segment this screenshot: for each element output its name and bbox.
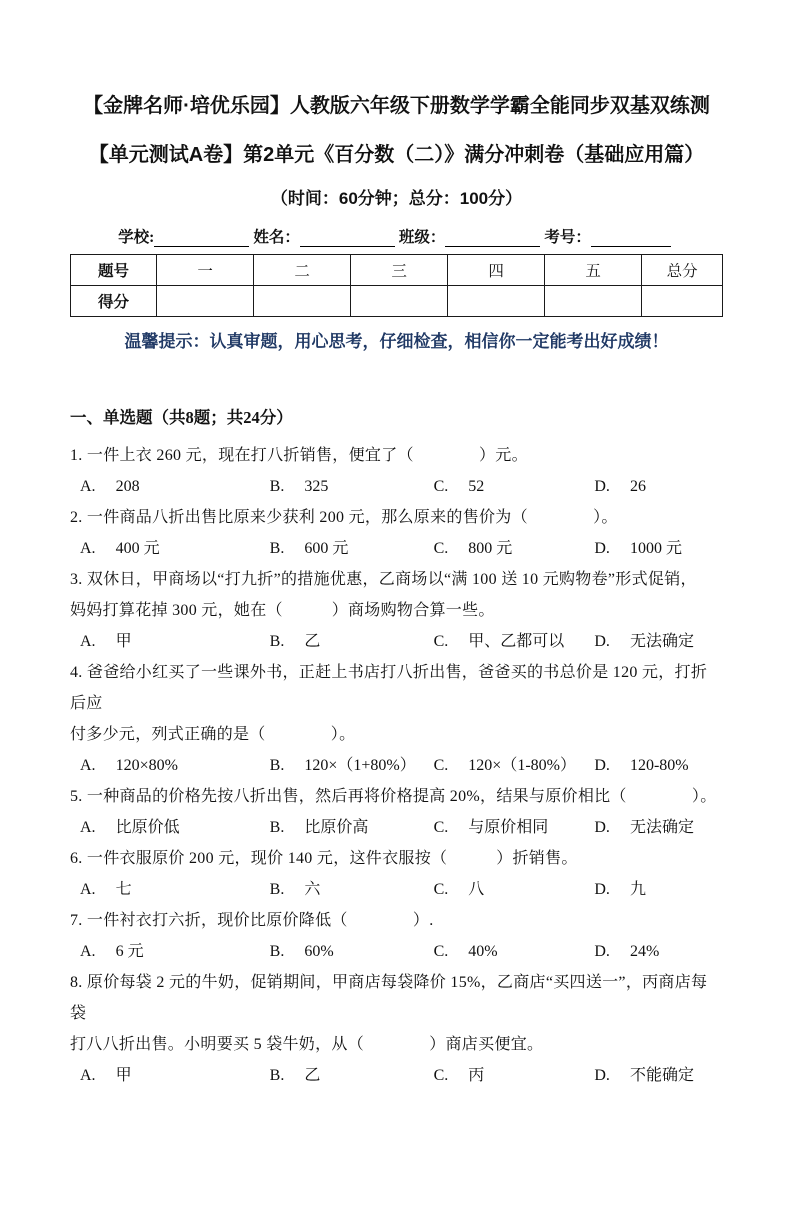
document-page [0, 92, 793, 1214]
question-5-text: 5. 一种商品的价格先按八折出售，然后再将价格提高 20%，结果与原价相比（ ）。 [70, 788, 717, 805]
score-header-cell: 五 [545, 255, 642, 286]
question-4-text-line1: 4. 爸爸给小红买了一些课外书，正赶上书店打八折出售，爸爸买的书总价是 120 元，打折后应 [70, 664, 708, 712]
option-c: C. 八 [433, 881, 485, 898]
score-header-cell: 一 [157, 255, 254, 286]
option-b: B. 600 元 [269, 540, 349, 557]
score-header-cell: 三 [351, 255, 448, 286]
exam-no-blank [591, 229, 671, 247]
school-blank [154, 229, 249, 247]
doc-title-line1: 【金牌名师·培优乐园】人教版六年级下册数学学霸全能同步双基双练测 [83, 95, 710, 117]
option-b: B. 60% [269, 943, 334, 960]
score-header-cell: 总分 [642, 255, 723, 286]
question-6 [70, 843, 723, 905]
question-8-text-line1: 8. 原价每袋 2 元的牛奶，促销期间，甲商店每袋降价 15%，乙商店“买四送一”，丙商店每袋 [70, 974, 708, 1022]
class-label: 班级： [398, 229, 446, 246]
question-6-text: 6. 一件衣服原价 200 元，现价 140 元，这件衣服按（ ）折销售。 [70, 850, 578, 867]
doc-title-line2: 【单元测试A卷】第2单元《百分数（二）》满分冲刺卷（基础应用篇） [88, 144, 705, 166]
score-header-cell: 二 [254, 255, 351, 286]
section-heading: 一、单选题（共8题；共24分） [70, 408, 293, 427]
option-b: B. 六 [269, 881, 321, 898]
option-d: D. 26 [594, 478, 646, 495]
question-8-options [70, 1060, 723, 1091]
question-1-text: 1. 一件上衣 260 元，现在打八折销售，便宜了（ ）元。 [70, 447, 528, 464]
question-3-text-line1: 3. 双休日，甲商场以“打九折”的措施优惠，乙商场以“满 100 送 10 元购物卷”形式促销， [70, 571, 697, 588]
question-4-text-line2: 付多少元，列式正确的是（ ）。 [70, 726, 356, 743]
time-total-line: （时间：60分钟；总分：100分） [270, 189, 523, 208]
option-d: D. 不能确定 [594, 1067, 694, 1084]
score-cell [157, 286, 254, 317]
option-d: D. 24% [594, 943, 660, 960]
question-2 [70, 502, 723, 564]
score-cell [254, 286, 351, 317]
question-1 [70, 440, 723, 502]
score-row-label: 得分 [71, 286, 157, 317]
question-7-options [70, 936, 723, 967]
question-7 [70, 905, 723, 967]
question-7-text: 7. 一件衬衣打六折，现价比原价降低（ ）. [70, 912, 434, 929]
question-8 [70, 967, 723, 1091]
option-a: A. 120×80% [80, 757, 178, 774]
score-header-cell: 四 [448, 255, 545, 286]
question-4 [70, 657, 723, 781]
question-3-text-line2: 妈妈打算花掉 300 元，她在（ ）商场购物合算一些。 [70, 602, 495, 619]
question-3 [70, 564, 723, 657]
question-5 [70, 781, 723, 843]
question-list [70, 440, 723, 1091]
option-c: C. 与原价相同 [433, 819, 549, 836]
score-cell [351, 286, 448, 317]
option-c: C. 52 [433, 478, 485, 495]
option-a: A. 208 [80, 478, 140, 495]
question-2-options [70, 533, 723, 564]
option-a: A. 400 元 [80, 540, 160, 557]
name-blank [300, 229, 395, 247]
score-table [70, 254, 723, 317]
score-cell [642, 286, 723, 317]
score-table-score-row [71, 286, 723, 317]
option-d: D. 无法确定 [594, 633, 694, 650]
option-c: C. 40% [433, 943, 498, 960]
option-b: B. 325 [269, 478, 329, 495]
option-b: B. 比原价高 [269, 819, 369, 836]
option-c: C. 丙 [433, 1067, 485, 1084]
score-header-cell: 题号 [71, 255, 157, 286]
question-1-options [70, 471, 723, 502]
option-b: B. 乙 [269, 1067, 321, 1084]
option-b: B. 120×（1+80%） [269, 757, 416, 774]
question-2-text: 2. 一件商品八折出售比原来少获利 200 元，那么原来的售价为（ ）。 [70, 509, 618, 526]
option-a: A. 6 元 [80, 943, 144, 960]
option-d: D. 九 [594, 881, 646, 898]
option-d: D. 无法确定 [594, 819, 694, 836]
option-d: D. 1000 元 [594, 540, 682, 557]
option-a: A. 甲 [80, 1067, 132, 1084]
score-table-header-row [71, 255, 723, 286]
name-label: 姓名： [253, 229, 300, 246]
question-3-options [70, 626, 723, 657]
option-d: D. 120-80% [594, 757, 689, 774]
question-5-options [70, 812, 723, 843]
option-a: A. 甲 [80, 633, 132, 650]
question-4-options [70, 750, 723, 781]
student-info-row [70, 223, 723, 247]
option-a: A. 比原价低 [80, 819, 180, 836]
option-c: C. 800 元 [433, 540, 513, 557]
warm-tip: 温馨提示：认真审题，用心思考，仔细检查，相信你一定能考出好成绩！ [124, 332, 669, 351]
option-c: C. 120×（1-80%） [433, 757, 576, 774]
option-c: C. 甲、乙都可以 [433, 633, 565, 650]
exam-no-label: 考号： [544, 229, 591, 246]
score-cell [545, 286, 642, 317]
question-6-options [70, 874, 723, 905]
option-b: B. 乙 [269, 633, 321, 650]
question-8-text-line2: 打八八折出售。小明要买 5 袋牛奶，从（ ）商店买便宜。 [70, 1036, 544, 1053]
option-a: A. 七 [80, 881, 132, 898]
score-cell [448, 286, 545, 317]
class-blank [445, 229, 540, 247]
school-label: 学校: [118, 229, 155, 246]
